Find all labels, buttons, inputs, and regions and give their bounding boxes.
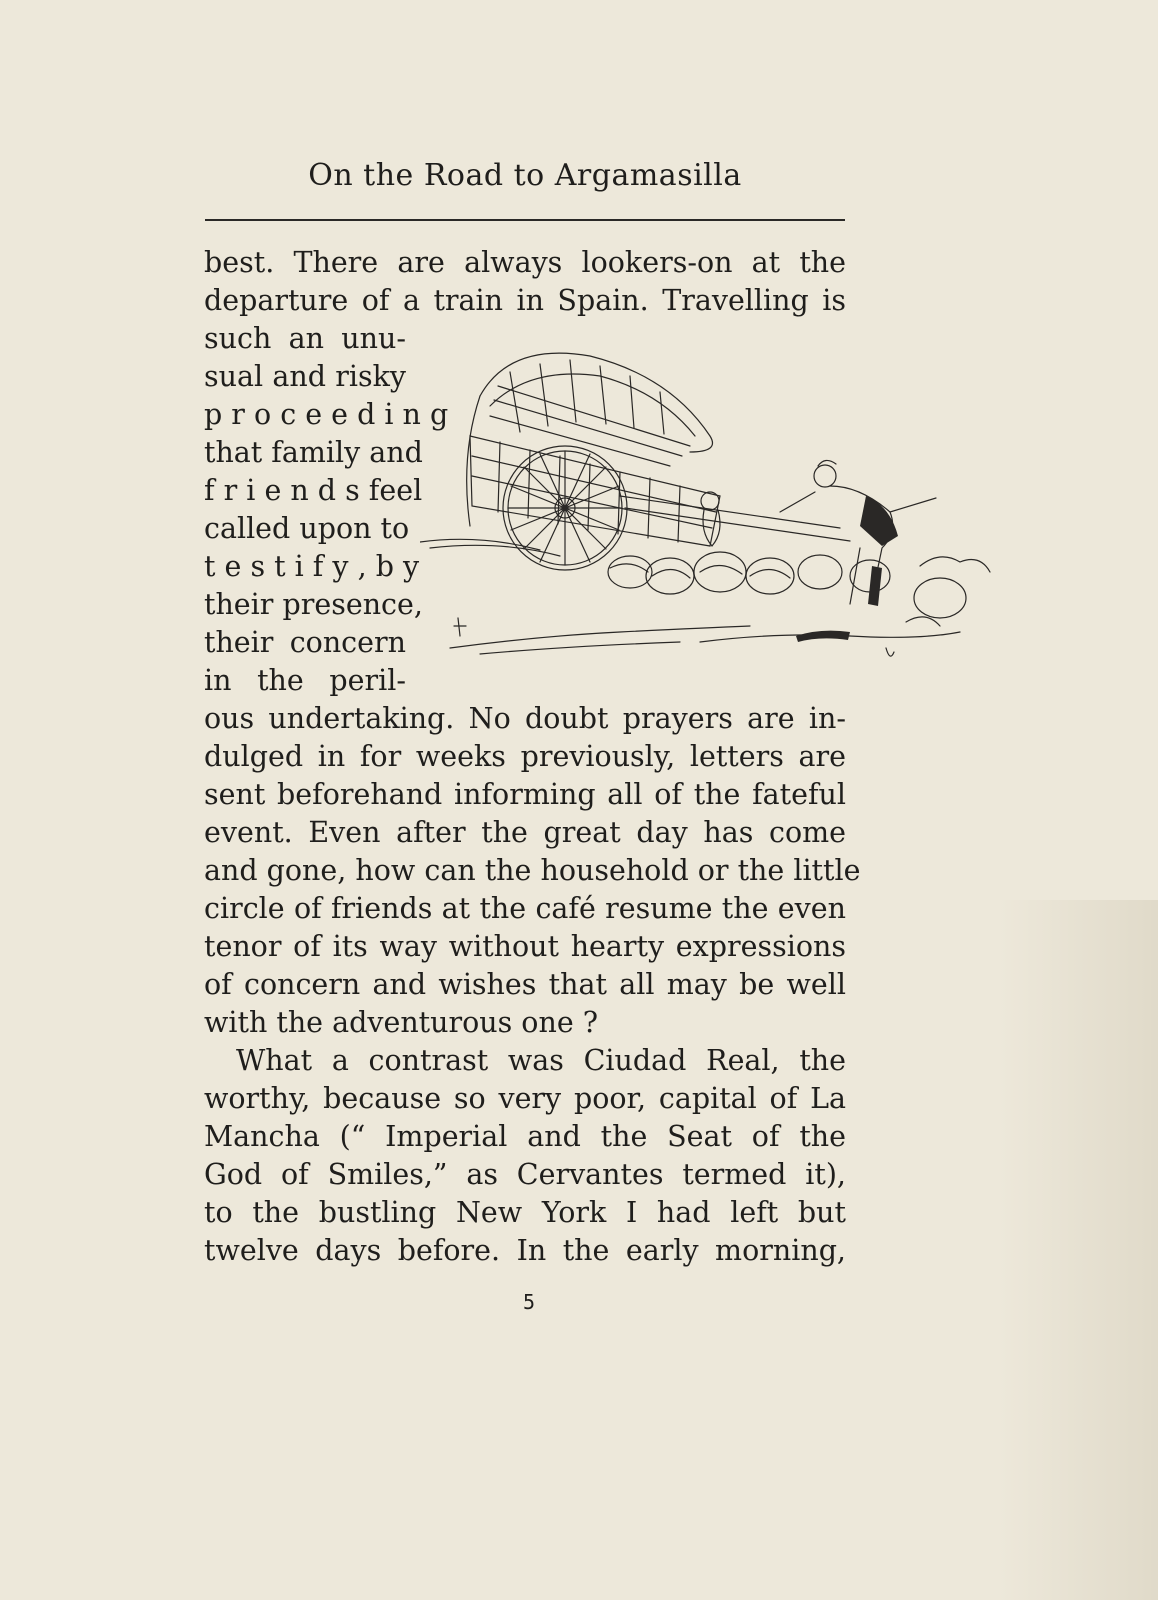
text-line: their presence, (204, 588, 423, 621)
text-line: twelve days before. In the early morning, (204, 1234, 846, 1267)
text-line: f r i e n d s feel (204, 474, 423, 507)
text-line: called upon to (204, 512, 410, 545)
text-line: ous undertaking. No doubt prayers are in- (204, 702, 846, 735)
text-line: t e s t i f y , b y (204, 550, 420, 583)
page-number: 5 (522, 1290, 536, 1314)
text-line: p r o c e e d i n g (204, 398, 449, 431)
overturned-cart-illustration-icon (420, 336, 1010, 682)
text-line: to the bustling New York I had left but (204, 1196, 846, 1229)
text-line: of concern and wishes that all may be well (204, 968, 846, 1001)
text-line: such an unu- (204, 322, 406, 355)
text-line: circle of friends at the café resume the even (204, 892, 846, 925)
text-line: departure of a train in Spain. Travelling is (204, 284, 846, 317)
head-rule (205, 219, 845, 221)
text-line: sual and risky (204, 360, 406, 393)
text-line: tenor of its way without hearty expressions (204, 930, 846, 963)
text-line: with the adventurous one ? (204, 1006, 599, 1039)
text-line: What a contrast was Ciudad Real, the (236, 1044, 846, 1077)
text-line: worthy, because so very poor, capital of La (204, 1082, 846, 1115)
text-line: dulged in for weeks previously, letters are (204, 740, 846, 773)
page-edge-stain (998, 900, 1158, 1600)
text-line: in the peril- (204, 664, 406, 697)
running-head: On the Road to Argamasilla (308, 158, 742, 193)
text-line: their concern (204, 626, 406, 659)
text-line: best. There are always lookers-on at the (204, 246, 846, 279)
text-line: and gone, how can the household or the little (204, 854, 861, 887)
text-line: sent beforehand informing all of the fateful (204, 778, 846, 811)
text-line: God of Smiles,” as Cervantes termed it), (204, 1158, 846, 1191)
text-line: that family and (204, 436, 423, 469)
text-line: Mancha (“ Imperial and the Seat of the (204, 1120, 846, 1153)
text-line: event. Even after the great day has come (204, 816, 846, 849)
